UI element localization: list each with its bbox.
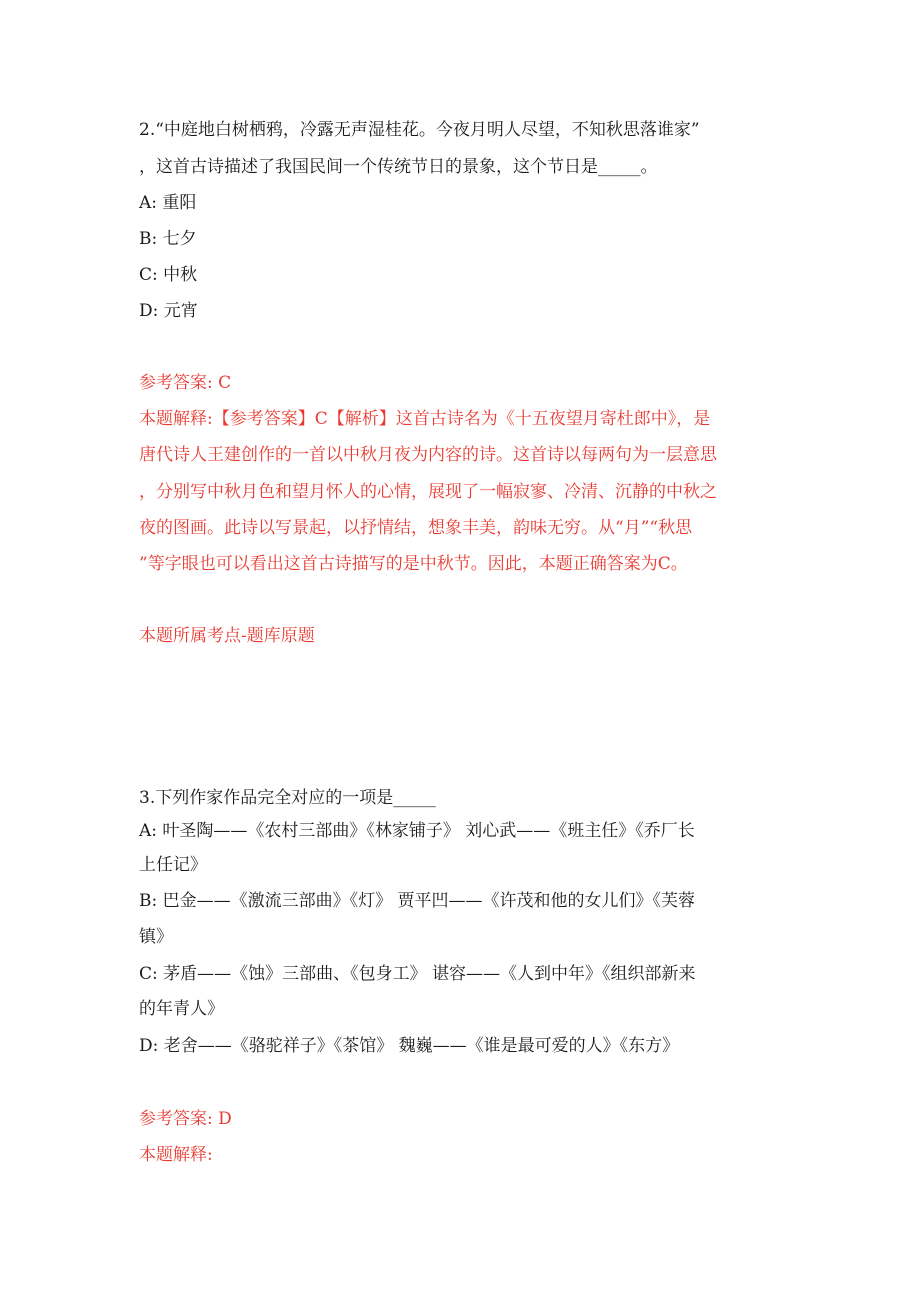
q2-explanation-line-5: ”等字眼也可以看出这首古诗描写的是中秋节。因此，本题正确答案为C。	[139, 554, 688, 574]
q3-stem: 3.下列作家作品完全对应的一项是_____	[139, 788, 436, 808]
q2-explanation-line-4: 夜的图画。此诗以写景起，以抒情结，想象丰美，韵味无穷。从“月”“秋思	[139, 518, 693, 538]
q2-option-d: D: 元宵	[139, 301, 198, 321]
q2-option-a: A: 重阳	[139, 193, 197, 213]
q3-answer: 参考答案: D	[139, 1109, 232, 1129]
q3-option-d: D: 老舍——《骆驼祥子》《茶馆》 魏巍——《谁是最可爱的人》《东方》	[139, 1036, 680, 1056]
q2-explanation-line-2: 唐代诗人王建创作的一首以中秋月夜为内容的诗。这首诗以每两句为一层意思	[139, 445, 717, 465]
q3-option-a-line-1: A: 叶圣陶——《农村三部曲》《林家铺子》 刘心武——《班主任》《乔厂长	[139, 821, 695, 841]
q2-topic: 本题所属考点-题库原题	[139, 626, 315, 646]
q3-explanation-label: 本题解释:	[139, 1145, 213, 1165]
q2-explanation-line-3: ，分别写中秋月色和望月怀人的心情，展现了一幅寂寥、冷清、沉静的中秋之	[139, 482, 717, 502]
q3-option-b-line-2: 镇》	[139, 927, 173, 947]
q2-answer: 参考答案: C	[139, 373, 232, 393]
q2-stem-line-1: 2.“中庭地白树栖鸦，冷露无声湿桂花。今夜月明人尽望，不知秋思落谁家”	[139, 120, 700, 140]
q3-option-c-line-1: C: 茅盾——《蚀》三部曲、《包身工》 谌容——《人到中年》《组织部新来	[139, 964, 696, 984]
q2-stem-line-2: ，这首古诗描述了我国民间一个传统节日的景象，这个节日是_____。	[139, 157, 658, 177]
q2-explanation-line-1: 本题解释:【参考答案】C【解析】这首古诗名为《十五夜望月寄杜郎中》，是	[139, 409, 711, 429]
q3-option-a-line-2: 上任记》	[139, 855, 207, 875]
q2-option-c: C: 中秋	[139, 265, 198, 285]
q3-option-b-line-1: B: 巴金——《激流三部曲》《灯》 贾平凹——《许茂和他的女儿们》《芙蓉	[139, 891, 696, 911]
q3-option-c-line-2: 的年青人》	[139, 999, 224, 1019]
q2-option-b: B: 七夕	[139, 229, 197, 249]
